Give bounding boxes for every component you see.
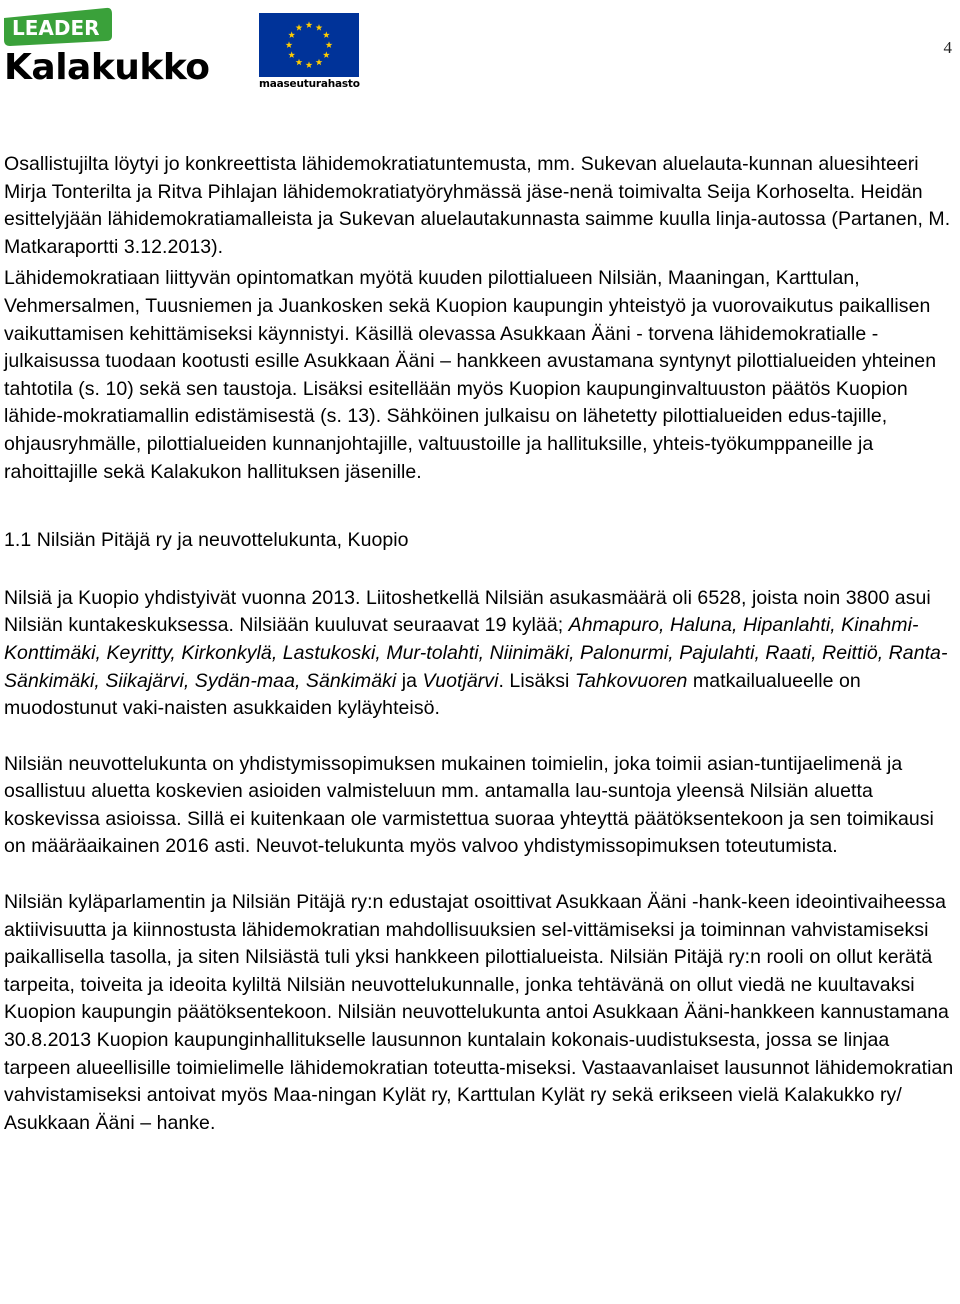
leader-kalakukko-logo xyxy=(2,4,210,92)
document-body xyxy=(4,151,956,1137)
village-list: Ahmapuro, Haluna, Hipanlahti, Kinahmi-Konttimäki, Keyritty, Kirkonkylä, Lastukoski, Mur-tolahti, Niinimäki, Palonurmi, Pajulahti, Raati, Reittiö, Ranta-Sänkimäki, Siikajärvi, Sydän-maa, Sänkimäki xyxy=(4,614,948,692)
eu-rural-fund-logo xyxy=(259,13,363,95)
brand-name: Kalakukko xyxy=(4,47,210,88)
paragraph-intro: Osallistujilta löytyi jo konkreettista lähidemokratiatuntemusta, mm. Sukevan aluelauta-kunnan aluesihteeri Mirja Tonterilta ja Ritva Pihlajan lähidemokratiatyöryhmässä jäse-nenä toimivalta Seija Korhoselta. Heidän esittelyjään lähidemokratiamalleista ja Sukevan aluelautakunnasta saimme kuulla linja-autossa (Partanen, M. Matkaraportti 3.12.2013). xyxy=(4,153,951,258)
villages-mid: . Lisäksi xyxy=(498,669,570,692)
header-logos xyxy=(0,0,380,100)
eu-flag-icon xyxy=(259,13,359,77)
village-last: Vuotjärvi xyxy=(422,669,499,692)
villages-end: matkailualueelle on muodostunut vaki-naisten asukkaiden kyläyhteisö. xyxy=(4,669,861,720)
paragraph-nilsia-villages xyxy=(4,585,956,723)
villages-and: ja xyxy=(401,669,418,692)
leader-badge xyxy=(2,6,114,48)
page-number: 4 xyxy=(943,38,952,57)
leader-badge-text: LEADER xyxy=(12,16,100,40)
paragraph-advisory-board: Nilsiän neuvottelukunta on yhdistymissopimuksen mukainen toimielin, joka toimii asian-tuntijaelimenä ja osallistuu aluetta koskevien asioiden valmisteluun mm. antamalla lau-suntoja yleensä Nilsiän aluetta koskevissa asioissa. Sillä ei kuitenkaan ole varmistettua suoraa yhteyttä päätöksentekoon ja sen toimikausi on määräaikainen 2016 asti. Neuvot-telukunta myös valvoo yhdistymissopimuksen toteutumista. xyxy=(4,752,934,858)
paragraph-study-trip: Lähidemokratiaan liittyvän opintomatkan myötä kuuden pilottialueen Nilsiän, Maaningan, Karttulan, Vehmersalmen, Tuusniemen ja Juankosken sekä Kuopion kaupungin yhteistyö ja vuorovaikutus paikallisen vaikuttamisen kehittämiseksi käynnistyi. Käsillä olevassa Asukkaan Ääni - torvena lähidemokratialle - julkaisussa tuodaan kootusti esille Asukkaan Ääni – hankkeen avustamana syntynyt pilottialueiden yhteinen tahtotila (s. 10) sekä sen taustoja. Lisäksi esitellään myös Kuopion kaupunginvaltuuston päätös Kuopion lähide-mokratiamallin edistämisestä (s. 13). Sähköinen julkaisu on lähetetty pilottialueiden edus-tajille, ohjausryhmälle, pilottialueiden kunnanjohtajille, valtuustoille ja hallituksille, yhteis-työkumppaneille ja rahoittajille sekä Kalakukon hallituksen jäsenille. xyxy=(4,267,937,483)
tahkovuori-name: Tahkovuoren xyxy=(574,669,688,692)
section-heading: 1.1 Nilsiän Pitäjä ry ja neuvottelukunta, Kuopio xyxy=(4,529,409,552)
villages-intro: Nilsiä ja Kuopio yhdistyivät vuonna 2013. Liitoshetkellä Nilsiän asukasmäärä oli 6528, joista noin 3800 asui Nilsiän kuntakeskuksessa. Nilsiään kuuluvat seuraavat 19 kylää; xyxy=(4,586,931,637)
paragraph-village-parliament: Nilsiän kyläparlamentin ja Nilsiän Pitäjä ry:n edustajat osoittivat Asukkaan Ääni -hank-keen ideointivaiheessa aktiivisuutta ja kiinnostusta lähidemokratian mahdollisuuksien sel-vittämiseksi ja toiminnan vahvistamiseksi paikallisella tasolla, ja siten Nilsiästä tuli yksi hankkeen pilottialueista. Nilsiän Pitäjä ry:n rooli on ollut kerätä tarpeita, toiveita ja ideoita kyliltä Nilsiän neuvottelukunnalle, jonka tehtävänä on ollut viedä ne kuultavaksi Kuopion kaupungin päätöksentekoon. Nilsiän neuvottelukunta antoi Asukkaan Ääni-hankkeen kannustamana 30.8.2013 Kuopion kaupunginhallitukselle lausunnon kuntalain kokonais-uudistuksesta, jossa se linjaa tarpeen alueellisille toimielimelle lähidemokratian toteutta-miseksi. Vastaavanlaiset lausunnot lähidemokratian vahvistamiseksi antoivat myös Maa-ningan Kylät ry, Karttulan Kylät ry sekä erikseen vielä Kalakukko ry/ Asukkaan Ääni – hanke. xyxy=(4,891,954,1134)
eu-caption: maaseuturahasto xyxy=(259,78,360,90)
